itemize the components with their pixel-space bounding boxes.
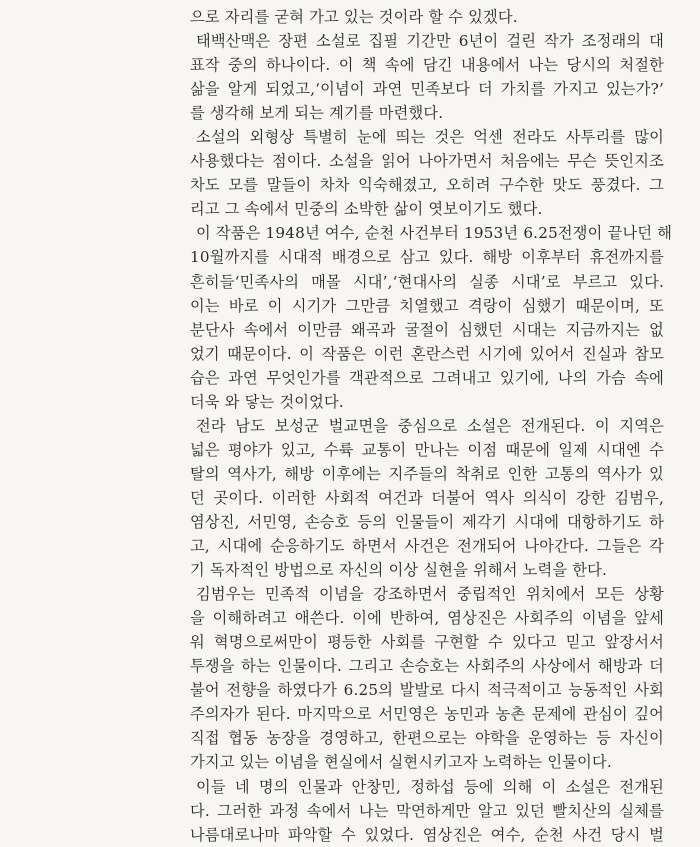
text-line: 표작 중의 하나이다. 이 책 속에 담긴 내용에서 나는 당시의 처절한 xyxy=(190,56,664,75)
text-line: 나름대로나마 파악할 수 있었다. 염상진은 여수, 순천 사건 당시 벌 xyxy=(190,825,664,844)
text-line: 차도 모를 말들이 차차 익숙해졌고, 오히려 구수한 맛도 풍겼다. 그 xyxy=(190,176,664,195)
text-line: 주의자가 된다. 마지막으로 서민영은 농민과 농촌 문제에 관심이 깊어 xyxy=(190,705,664,724)
text-line: 기 독자적인 방법으로 자신의 이상 실현을 위해서 노력을 한다. xyxy=(190,561,608,580)
text-line: 리고 그 속에서 민중의 소박한 삶이 엿보이기도 했다. xyxy=(190,200,543,219)
text-line: 었기 때문이다. 이 작품은 이런 혼란스런 시기에 있어서 진실과 참모 xyxy=(190,344,664,363)
text-line: 을 이해하려고 애쓴다. 이에 반하여, 염상진은 사회주의 이념을 앞세 xyxy=(190,609,664,628)
text-line: 를 생각해 보게 되는 계기를 마련했다. xyxy=(190,104,444,123)
text-line: 워 혁명으로써만이 평등한 사회를 구현할 수 있다고 믿고 앞장서서 xyxy=(190,633,664,652)
text-line: 넓은 평야가 있고, 수륙 교통이 만나는 이점 때문에 일제 시대엔 수 xyxy=(190,440,664,459)
text-line: 직접 협동 농장을 경영하고, 한편으로는 야학을 운영하는 등 자신이 xyxy=(190,729,664,748)
text-line: 분단사 속에서 이만큼 왜곡과 굴절이 심했던 시대는 지금까지는 없 xyxy=(190,320,664,339)
text-line: 전라 남도 보성군 벌교면을 중심으로 소설은 전개된다. 이 지역은 xyxy=(196,416,664,435)
text-line: 투쟁을 하는 인물이다. 그리고 손승호는 사회주의 사상에서 해방과 더 xyxy=(190,657,664,676)
text-line: 더욱 와 닿는 것이었다. xyxy=(190,392,344,411)
text-line: 김범우는 민족적 이념을 강조하면서 중립적인 위치에서 모든 상황 xyxy=(196,585,664,604)
text-line: 태백산맥은 장편 소설로 집필 기간만 6년이 걸린 작가 조정래의 대 xyxy=(196,32,664,51)
text-line: 습은 과연 무엇인가를 객관적으로 그려내고 있기에, 나의 가슴 속에 xyxy=(190,368,664,387)
text-line: 이 작품은 1948년 여수, 순천 사건부터 1953년 6.25전쟁이 끝나던 해 xyxy=(196,224,673,243)
text-line: 삶을 알게 되었고,‘이념이 과연 민족보다 더 가치를 가지고 있는가?’ xyxy=(190,80,664,99)
text-line: 사용했다는 점이다. 소설을 읽어 나아가면서 처음에는 무슨 뜻인지조 xyxy=(190,152,664,171)
text-line: 이는 바로 이 시기가 그만큼 치열했고 격랑이 심했기 때문이며, 또 xyxy=(190,296,664,315)
text-line: 고, 시대에 순응하기도 하면서 사건은 전개되어 나아간다. 그들은 각 xyxy=(190,537,664,556)
text-line: 가지고 있는 이념을 현실에서 실현시키고자 노력하는 인물이다. xyxy=(190,753,612,772)
text-line: 10월까지를 시대적 배경으로 삼고 있다. 해방 이후부터 휴전까지를 xyxy=(190,248,664,267)
text-line: 탈의 역사가, 해방 이후에는 지주들의 착취로 인한 고통의 역사가 있 xyxy=(190,464,664,483)
text-line: 다. 그러한 과정 속에서 나는 막연하게만 알고 있던 빨치산의 실체를 xyxy=(190,801,664,820)
text-line: 으로 자리를 굳혀 가고 있는 것이라 할 수 있겠다. xyxy=(190,8,518,26)
text-line: 소설의 외형상 특별히 눈에 띄는 것은 억센 전라도 사투리를 많이 xyxy=(196,128,664,147)
text-line: 던 곳이다. 이러한 사회적 여건과 더불어 역사 의식이 강한 김범우, xyxy=(190,488,664,507)
text-line: 이들 네 명의 인물과 안창민, 정하섭 등에 의해 이 소설은 전개된 xyxy=(196,777,664,796)
text-line: 불어 전향을 하였다가 6.25의 발발로 다시 적극적이고 능동적인 사회 xyxy=(190,681,664,700)
text-line: 염상진, 서민영, 손승호 등의 인물들이 제각기 시대에 대항하기도 하 xyxy=(190,512,664,531)
text-line: 흔히들‘민족사의 매몰 시대’,‘현대사의 실종 시대’로 부르고 있다. xyxy=(190,272,664,291)
